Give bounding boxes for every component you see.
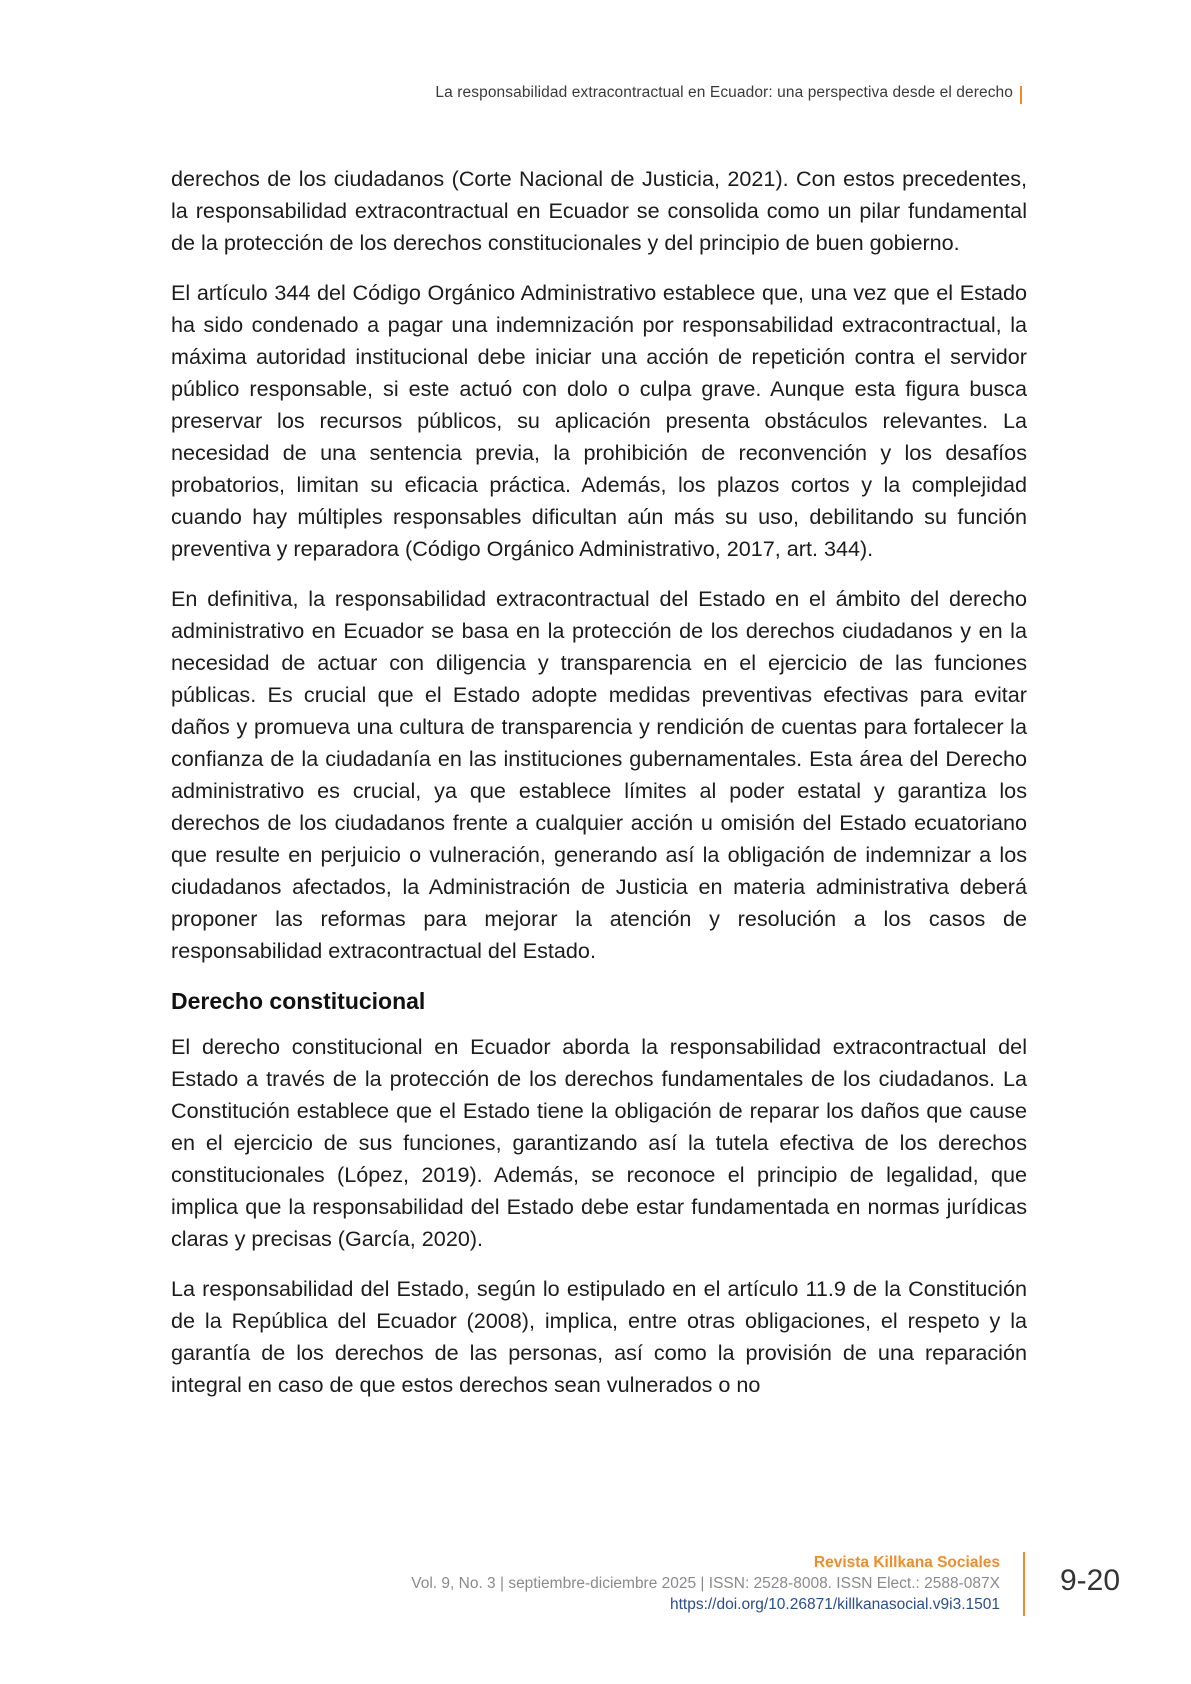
- body-paragraph-3: En definitiva, la responsabilidad extracontractual del Estado en el ámbito del derecho administrativo en Ecuador se basa en la protección de los derechos ciudadanos y en la necesidad de actuar con diligencia y transparencia en el ejercicio de las funciones públicas. Es crucial que el Estado adopte medidas preventivas efectivas para evitar daños y promueva una cultura de transparencia y rendición de cuentas para fortalecer la confianza de la ciudadanía en las instituciones gubernamentales. Esta área del Derecho administrativo es crucial, ya que establece límites al poder estatal y garantiza los derechos de los ciudadanos frente a cualquier acción u omisión del Estado ecuatoriano que resulte en perjuicio o vulneración, generando así la obligación de indemnizar a los ciudadanos afectados, la Administración de Justicia en materia administrativa deberá proponer las reformas para mejorar la atención y resolución a los casos de responsabilidad extracontractual del Estado.: [171, 586, 1027, 963]
- doi-link[interactable]: https://doi.org/10.26871/killkanasocial.v9i3.1501: [669, 1596, 1000, 1613]
- page-number: 9-20: [1060, 1564, 1121, 1597]
- body-paragraph-1: derechos de los ciudadanos (Corte Nacional de Justicia, 2021). Con estos precedentes, la responsabilidad extracontractual en Ecuador se consolida como un pilar fundamental de la protección de los derechos constitucionales y del principio de buen gobierno.: [171, 166, 1027, 255]
- section-paragraph-2: La responsabilidad del Estado, según lo estipulado en el artículo 11.9 de la Constitución de la República del Ecuador (2008), implica, entre otras obligaciones, el respeto y la garantía de los derechos de las personas, así como la provisión de una reparación integral en caso de que estos derechos sean vulnerados o no: [171, 1276, 1027, 1397]
- section-heading: Derecho constitucional: [171, 988, 426, 1014]
- footer-info: [411, 1552, 1000, 1615]
- article-body: [171, 163, 1027, 1419]
- header-accent-bar: [1020, 86, 1022, 104]
- section-paragraph-1: El derecho constitucional en Ecuador aborda la responsabilidad extracontractual del Estado a través de la protección de los derechos fundamentales de los ciudadanos. La Constitución establece que el Estado tiene la obligación de reparar los daños que cause en el ejercicio de sus funciones, garantizando así la tutela efectiva de los derechos constitucionales (López, 2019). Además, se reconoce el principio de legalidad, que implica que la responsabilidad del Estado debe estar fundamentada en normas jurídicas claras y precisas (García, 2020).: [171, 1034, 1027, 1251]
- running-header-title: La responsabilidad extracontractual en Ecuador: una perspectiva desde el derecho: [435, 84, 1013, 101]
- journal-name: Revista Killkana Sociales: [813, 1554, 1000, 1571]
- volume-issn-line: Vol. 9, No. 3 | septiembre-diciembre 2025 | ISSN: 2528-8008. ISSN Elect.: 2588-087X: [411, 1575, 1000, 1592]
- body-paragraph-2: El artículo 344 del Código Orgánico Administrativo establece que, una vez que el Estado ha sido condenado a pagar una indemnización por responsabilidad extracontractual, la máxima autoridad institucional debe iniciar una acción de repetición contra el servidor público responsable, si este actuó con dolo o culpa grave. Aunque esta figura busca preservar los recursos públicos, su aplicación presenta obstáculos relevantes. La necesidad de una sentencia previa, la prohibición de reconvención y los desafíos probatorios, limitan su eficacia práctica. Además, los plazos cortos y la complejidad cuando hay múltiples responsables dificultan aún más su uso, debilitando su función preventiva y reparadora (Código Orgánico Administrativo, 2017, art. 344).: [171, 280, 1027, 561]
- footer-accent-bar: [1023, 1552, 1025, 1616]
